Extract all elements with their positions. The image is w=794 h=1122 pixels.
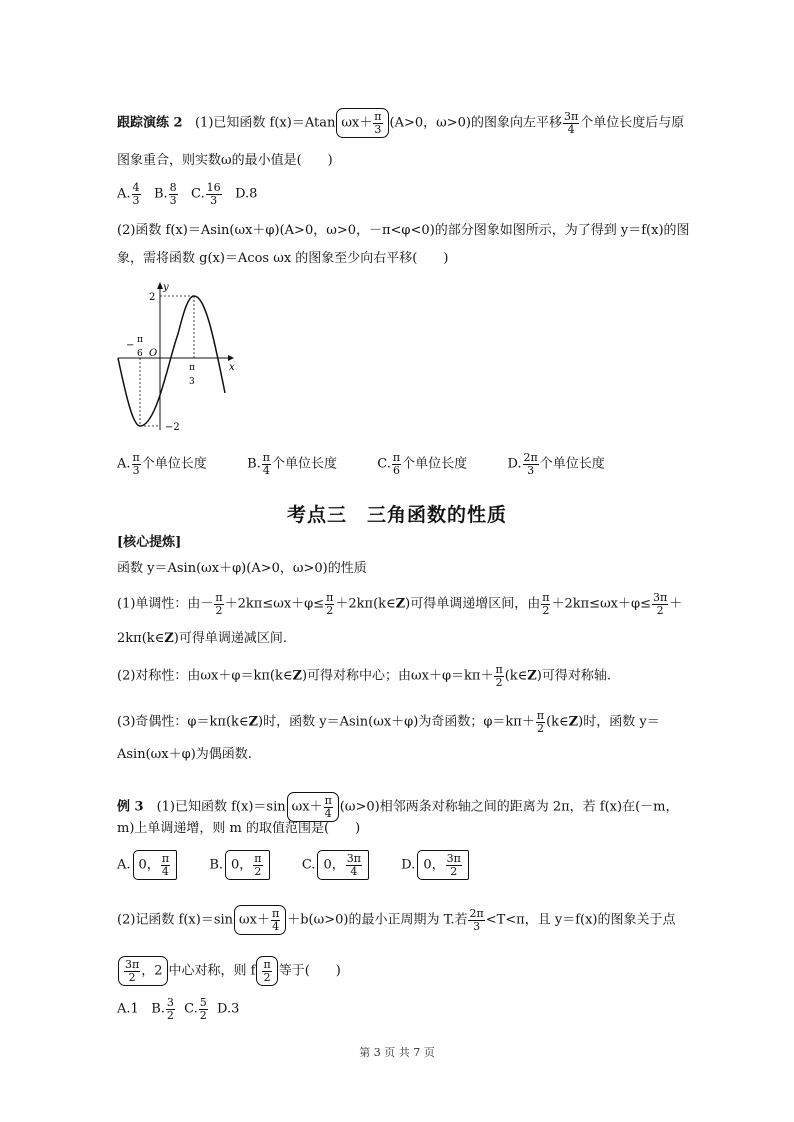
x-label: x [229,362,235,373]
drill2-q1-line1 [117,108,684,138]
properties-intro: 函数 y＝Asin(ωx＋φ)(A>0，ω>0)的性质 [117,561,367,576]
example3-q2-line1: (2)记函数 f(x)＝sin ωx＋ $\frac{\pi}{4}$ ＋b(ω>0)的最小正周期为 T.若 $\frac{2\pi}{3}$ <T<π，且 y＝f(x)的图象关于点 [117,905,675,935]
tick-pi3-den: 3 [189,377,195,387]
example3-q2-line2: $\frac{3\pi}{2}$ ，2 中心对称，则 f $\frac{\pi}{2}$ 等于( ) [117,956,341,986]
tick-pi3-num: π [189,363,195,373]
q1-text-a: (1)已知函数 f(x)＝Atan [194,115,336,131]
q1-text-b: (A>0，ω>0)的图象向左平移 [389,115,562,131]
monotonicity-line1: (1)单调性：由－ $\frac{\pi}{2}$ ＋2kπ≤ωx＋φ≤ $\frac{\pi}{2}$ ＋2kπ(k∈Z)可得单调递增区间，由 $\frac{\pi}{2}$ ＋2kπ≤ωx＋φ≤ $\frac{3\pi}{2}$ ＋ [117,591,683,617]
y-label: y [163,282,169,293]
tick-neg2: −2 [165,422,180,433]
drill-label: 跟踪演练 2 [117,115,183,131]
section-title: 考点三 三角函数的性质 [286,504,507,526]
drill2-q2-line2: 象，需将函数 g(x)＝Acos ωx 的图象至少向右平移( ) [117,251,449,266]
drill2-q2-options: A. $\frac{\pi}{3}$ 个单位长度 B. $\frac{\pi}{4}$ 个单位长度 C. $\frac{\pi}{6}$ 个单位长度 D. $\frac{2\pi}{3}$ 个单位长度 [117,451,605,477]
drill2-q1-options: A. $\frac{4}{3}$ B. $\frac{8}{3}$ C. $\frac{16}{3}$ D.8 [117,181,258,207]
core-label: [核心提炼] [117,535,182,550]
origin-label: O [149,348,158,359]
tick-pi6-num: π [137,335,143,345]
tick-pi6-den: 6 [137,349,143,359]
x-axis-arrow [228,355,234,361]
example3-q1-options: A. 0， $\frac{\pi}{4}$ B. 0， $\frac{\pi}{2}$ C. 0， $\frac{3\pi}{4}$ D. 0， $\frac{3\pi}{2}$ [117,850,471,880]
parity-line2: Asin(ωx＋φ)为偶函数. [117,747,252,762]
drill2-q1-line2: 图象重合，则实数ω的最小值是( ) [117,153,333,168]
parity-line1: (3)奇偶性：φ＝kπ(k∈Z)时，函数 y＝Asin(ωx＋φ)为奇函数；φ＝kπ＋ $\frac{\pi}{2}$ (k∈Z)时，函数 y＝ [117,709,660,735]
sine-graph [113,278,243,438]
symmetry-line: (2)对称性：由ωx＋φ＝kπ(k∈Z)可得对称中心；由ωx＋φ＝kπ＋ $\frac{\pi}{2}$ (k∈Z)可得对称轴. [117,663,612,689]
tick-2: 2 [149,292,156,303]
shift-fraction: $\frac{3\pi}{4}$ [563,110,579,136]
page-footer: 第 3 页 共 7 页 [359,1046,435,1059]
monotonicity-line2: 2kπ(k∈Z)可得单调递减区间. [117,631,287,646]
tan-argument: ωx＋ $\frac{\pi}{3}$ [336,108,388,138]
example3-q1-line2: m)上单调递增，则 m 的取值范围是( ) [117,821,361,836]
q1-text-c: 个单位长度后与原 [580,115,685,131]
example3-q2-options: A.1 B. $\frac{3}{2}$ C. $\frac{5}{2}$ D.3 [117,996,240,1022]
sine-curve [118,296,225,426]
tick-neg-sign: − [126,340,135,351]
example3-q1-line1: 例 3 (1)已知函数 f(x)＝sin ωx＋ $\frac{\pi}{4}$ (ω>0)相邻两条对称轴之间的距离为 2π，若 f(x)在(－m， [117,792,678,822]
drill2-q2-line1: (2)函数 f(x)＝Asin(ωx＋φ)(A>0，ω>0，－π<φ<0)的部分图象如图所示，为了得到 y＝f(x)的图 [117,223,690,238]
